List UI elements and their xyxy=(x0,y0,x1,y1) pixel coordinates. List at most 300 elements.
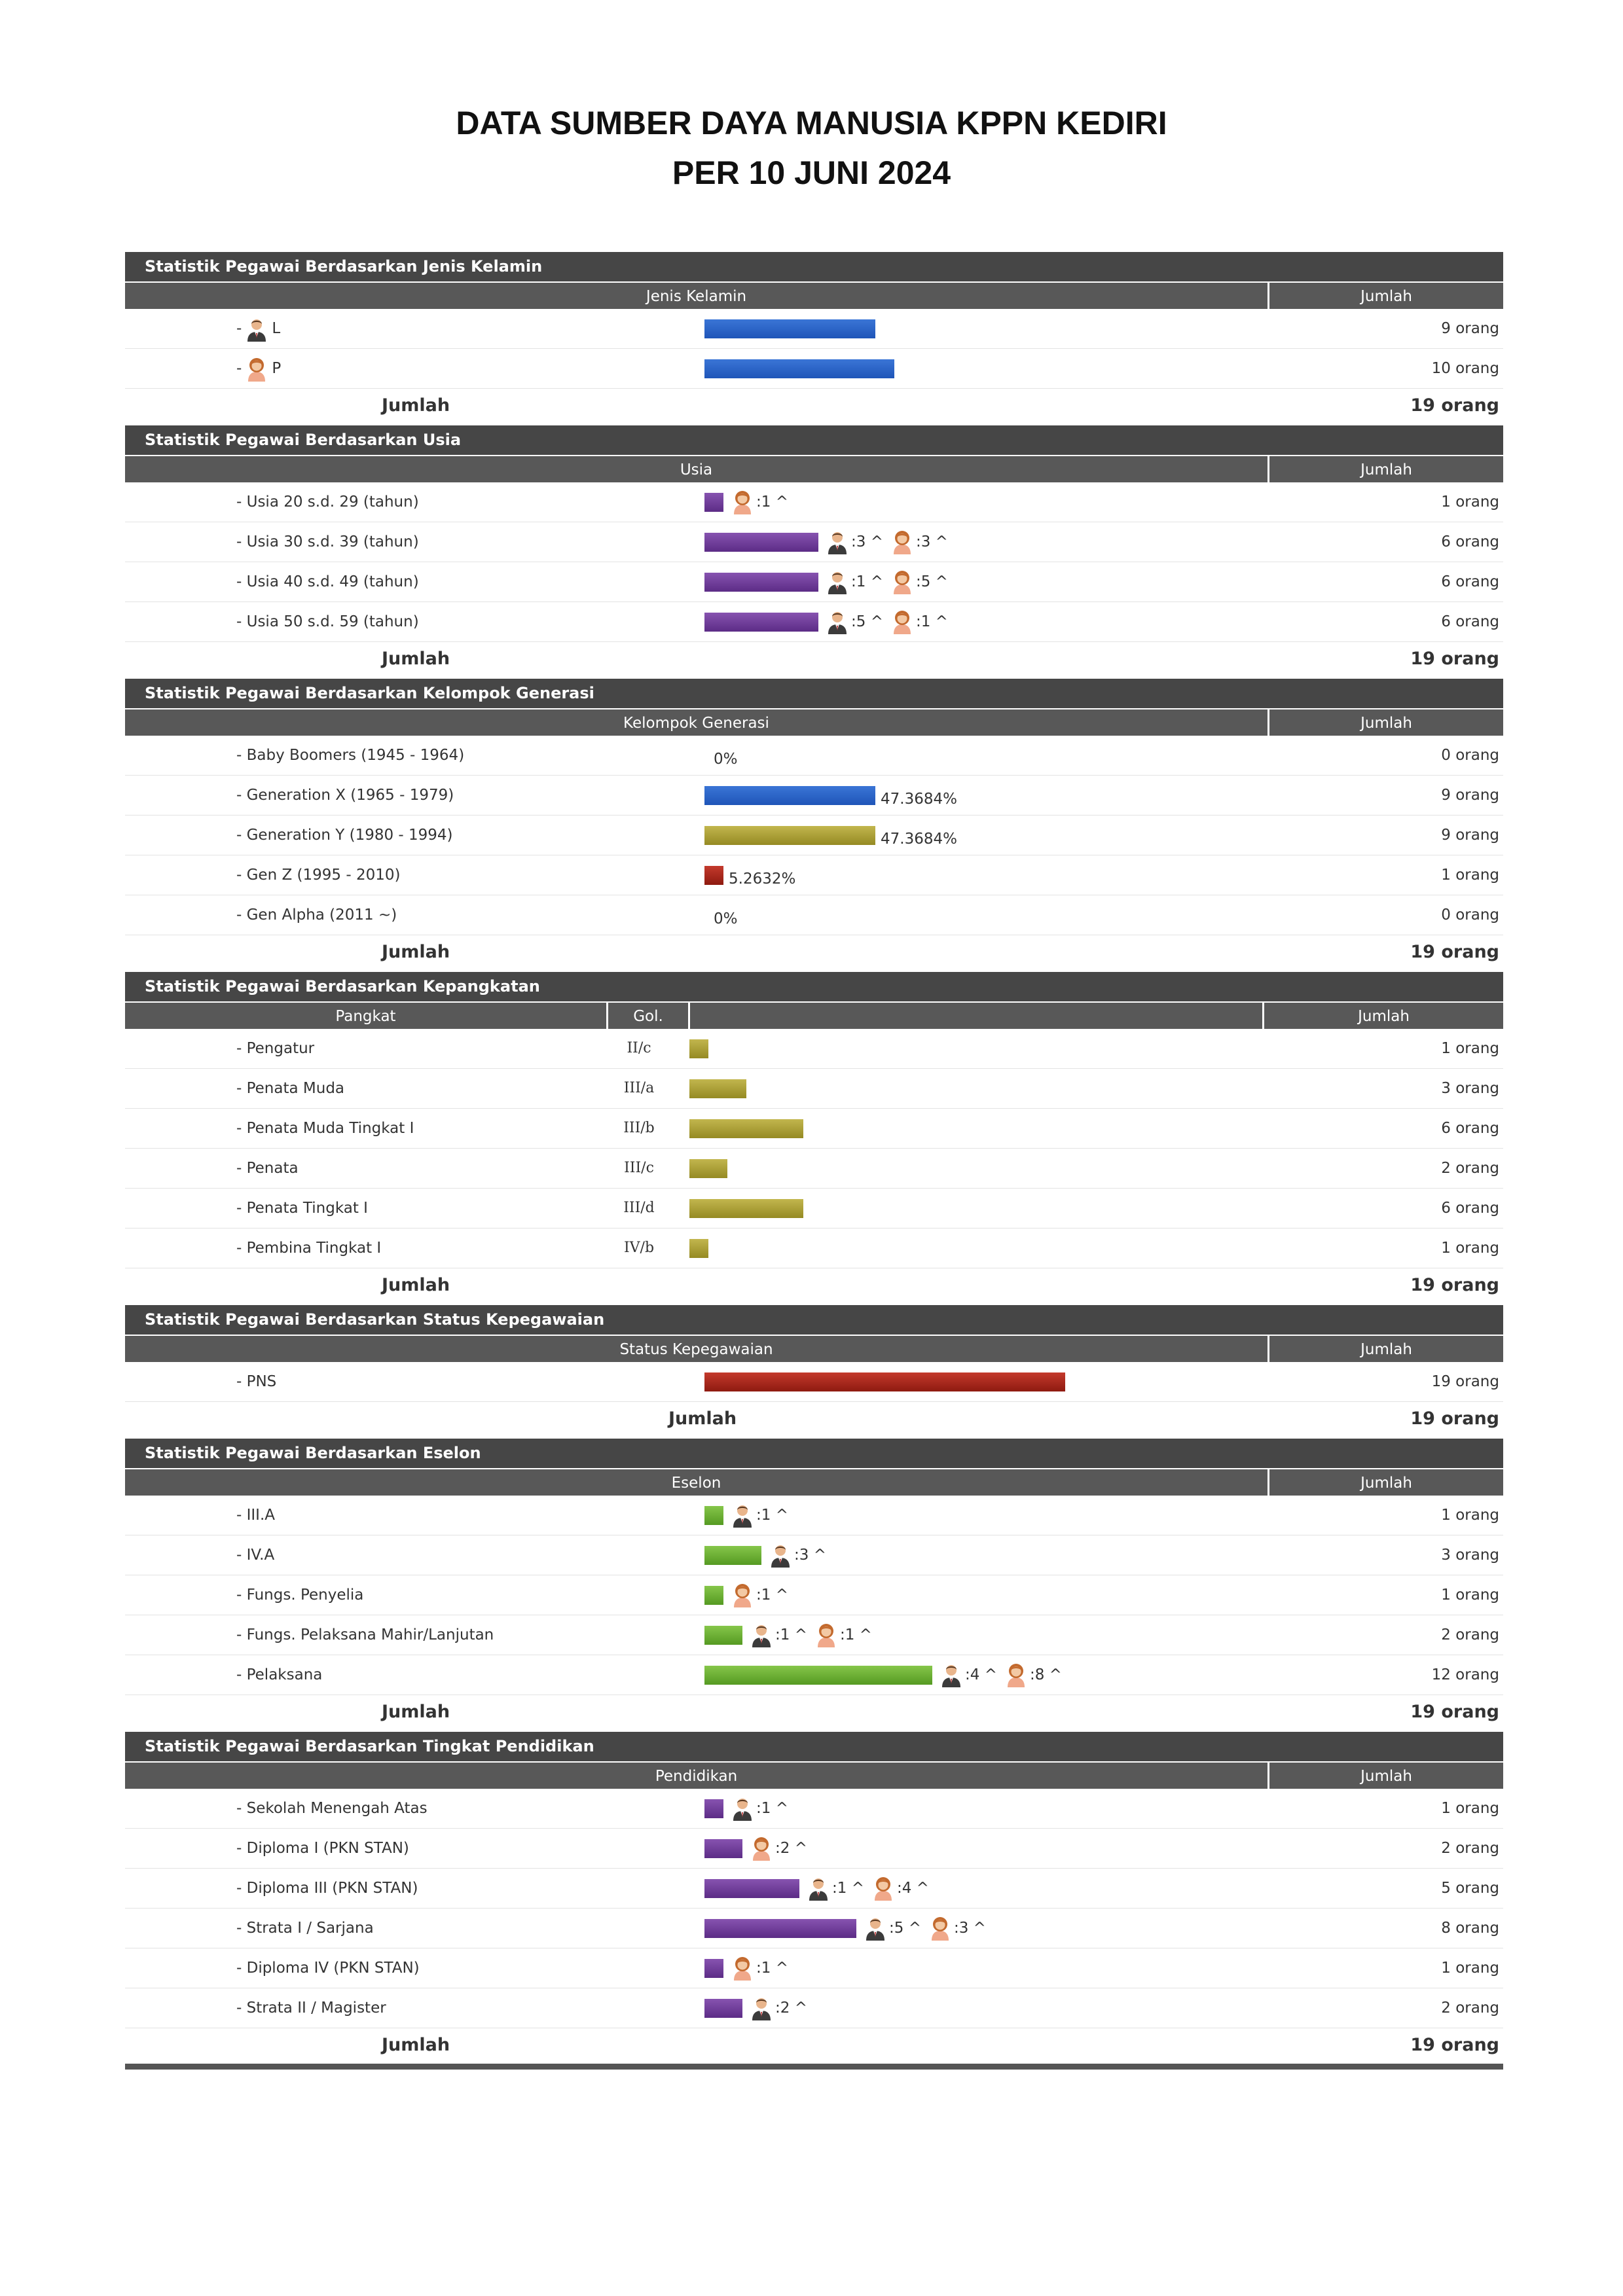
breakdown-count: :1 ^ xyxy=(839,1626,872,1643)
gender-breakdown xyxy=(826,609,883,634)
percent-label: 47.3684% xyxy=(881,791,957,808)
male-person-icon xyxy=(750,1996,773,2020)
row-count: 19 orang xyxy=(1431,1373,1499,1390)
gender-breakdown xyxy=(864,1916,921,1941)
table-row xyxy=(125,1909,1503,1948)
table-row xyxy=(125,1789,1503,1829)
table-row xyxy=(125,1575,1503,1615)
row-label-text: - Usia 50 s.d. 59 (tahun) xyxy=(236,613,419,630)
bar-cell xyxy=(689,1069,746,1108)
male-person-icon xyxy=(750,1623,773,1647)
value-bar xyxy=(689,1039,708,1058)
row-count: 6 orang xyxy=(1441,613,1499,630)
column-header-cell: Kelompok Generasi xyxy=(623,715,769,732)
row-label-text: - PNS xyxy=(236,1373,277,1390)
table-row xyxy=(125,1362,1503,1402)
breakdown-count: :1 ^ xyxy=(915,613,948,630)
row-label xyxy=(236,1909,374,1948)
bar-cell xyxy=(704,736,738,775)
value-bar xyxy=(704,1372,1065,1391)
table-row xyxy=(125,776,1503,816)
section-title: Statistik Pegawai Berdasarkan Tingkat Pendidikan xyxy=(125,1732,1503,1761)
row-label-text: - IV.A xyxy=(236,1547,275,1564)
gender-breakdown xyxy=(731,1796,788,1821)
row-label xyxy=(236,1496,275,1535)
value-bar xyxy=(689,1079,746,1098)
gender-breakdown xyxy=(929,1916,986,1941)
table-row xyxy=(125,1069,1503,1109)
bar-cell xyxy=(704,1909,986,1948)
breakdown-count: :5 ^ xyxy=(915,573,948,590)
row-label-text: - Sekolah Menengah Atas xyxy=(236,1800,428,1817)
total-label: Jumlah xyxy=(382,1275,450,1295)
bar-cell xyxy=(704,309,875,348)
row-label xyxy=(236,1189,368,1228)
row-label xyxy=(236,1535,274,1575)
gender-breakdown xyxy=(891,609,948,634)
row-label xyxy=(236,602,419,641)
row-count: 1 orang xyxy=(1441,1507,1499,1524)
row-label-text: - Penata Muda Tingkat I xyxy=(236,1120,414,1137)
total-row xyxy=(125,642,1503,676)
row-golongan: III/c xyxy=(624,1160,654,1176)
value-bar xyxy=(704,1626,742,1645)
row-label xyxy=(236,1575,363,1615)
bar-cell xyxy=(704,562,948,601)
total-row xyxy=(125,1402,1503,1436)
row-label-text: - Fungs. Pelaksana Mahir/Lanjutan xyxy=(236,1626,494,1643)
table-row xyxy=(125,1189,1503,1229)
value-bar xyxy=(704,1666,932,1685)
male-person-icon xyxy=(864,1916,886,1941)
row-label xyxy=(236,1362,276,1401)
row-label-text: - Fungs. Penyelia xyxy=(236,1587,364,1604)
column-header-cell: Jumlah xyxy=(1267,456,1503,482)
section-title: Statistik Pegawai Berdasarkan Eselon xyxy=(125,1439,1503,1468)
female-person-icon xyxy=(891,609,913,634)
row-label xyxy=(236,776,454,815)
table-row xyxy=(125,736,1503,776)
row-label xyxy=(236,816,453,855)
row-label xyxy=(236,309,280,348)
row-label xyxy=(236,1109,414,1148)
bar-cell xyxy=(704,1829,807,1868)
breakdown-count: :1 ^ xyxy=(756,1587,788,1604)
bar-cell xyxy=(704,1948,788,1988)
value-bar xyxy=(689,1199,803,1218)
breakdown-count: :1 ^ xyxy=(775,1626,807,1643)
breakdown-count: :1 ^ xyxy=(756,1507,788,1524)
row-label xyxy=(236,1789,428,1828)
male-person-icon xyxy=(731,1503,754,1528)
bar-cell xyxy=(689,1189,803,1228)
table-row xyxy=(125,1988,1503,2028)
percent-label: 5.2632% xyxy=(729,870,796,888)
table-row xyxy=(125,855,1503,895)
row-count: 2 orang xyxy=(1441,1840,1499,1857)
gender-breakdown xyxy=(891,569,948,594)
row-label-text: - Diploma III (PKN STAN) xyxy=(236,1880,418,1897)
percent-label: 0% xyxy=(714,910,738,927)
row-golongan: IV/b xyxy=(623,1240,655,1256)
row-count: 6 orang xyxy=(1441,1120,1499,1137)
row-label xyxy=(236,736,464,775)
bar-cell xyxy=(704,1869,929,1908)
column-header xyxy=(125,1335,1503,1362)
table-row xyxy=(125,1655,1503,1695)
gender-breakdown xyxy=(750,1836,807,1861)
column-header-cell: Jumlah xyxy=(1267,709,1503,736)
column-header-cell: Jumlah xyxy=(1267,1469,1503,1496)
total-value: 19 orang xyxy=(1410,1275,1499,1295)
column-header-cell: Pendidikan xyxy=(655,1768,738,1785)
gender-breakdown xyxy=(750,1623,807,1647)
row-count: 3 orang xyxy=(1441,1547,1499,1564)
total-label: Jumlah xyxy=(382,2035,450,2055)
row-label xyxy=(236,1829,409,1868)
row-label-text: - xyxy=(236,360,242,377)
bar-cell xyxy=(704,1362,1065,1401)
breakdown-count: :3 ^ xyxy=(851,533,883,550)
breakdown-count: :1 ^ xyxy=(832,1880,864,1897)
bar-cell xyxy=(704,1496,788,1535)
value-bar xyxy=(704,1959,723,1978)
table-row xyxy=(125,1535,1503,1575)
value-bar xyxy=(704,826,875,845)
stat-section-generasi xyxy=(125,679,1503,969)
column-header xyxy=(125,1001,1503,1029)
gender-breakdown xyxy=(750,1996,807,2020)
row-count: 1 orang xyxy=(1441,1800,1499,1817)
row-count: 12 orang xyxy=(1431,1666,1499,1683)
table-row xyxy=(125,1029,1503,1069)
bar-cell xyxy=(704,1615,872,1655)
gender-breakdown xyxy=(940,1662,997,1687)
value-bar xyxy=(704,613,818,632)
row-label-text: - Baby Boomers (1945 - 1964) xyxy=(236,747,465,764)
total-value: 19 orang xyxy=(1410,1702,1499,1722)
table-row xyxy=(125,482,1503,522)
gender-breakdown xyxy=(826,529,883,554)
row-label-text: - Penata Tingkat I xyxy=(236,1200,368,1217)
row-label-text: - III.A xyxy=(236,1507,276,1524)
stat-section-pendidikan xyxy=(125,1732,1503,2062)
row-label xyxy=(236,482,419,522)
row-label xyxy=(236,1149,299,1188)
bar-cell xyxy=(704,1789,788,1828)
bar-cell xyxy=(689,1149,727,1188)
row-label-text: - Generation X (1965 - 1979) xyxy=(236,787,454,804)
row-label-text: - Penata xyxy=(236,1160,299,1177)
total-value: 19 orang xyxy=(1410,395,1499,416)
bar-cell xyxy=(704,816,957,855)
bar-cell xyxy=(689,1109,803,1148)
value-bar xyxy=(704,1999,742,2018)
table-row xyxy=(125,1229,1503,1268)
statistics-container xyxy=(125,252,1503,2062)
row-label-text: - xyxy=(236,320,242,337)
male-person-icon xyxy=(826,529,848,554)
table-row xyxy=(125,349,1503,389)
column-header xyxy=(125,1468,1503,1496)
table-row xyxy=(125,602,1503,642)
breakdown-count: :3 ^ xyxy=(953,1920,986,1937)
row-label-text: - Strata I / Sarjana xyxy=(236,1920,374,1937)
total-value: 19 orang xyxy=(1410,1408,1499,1429)
male-person-icon xyxy=(731,1796,754,1821)
section-title: Statistik Pegawai Berdasarkan Usia xyxy=(125,425,1503,455)
row-count: 0 orang xyxy=(1441,906,1499,924)
row-label xyxy=(236,1988,386,2028)
section-title: Statistik Pegawai Berdasarkan Status Kepegawaian xyxy=(125,1305,1503,1335)
column-header-cell: Usia xyxy=(680,461,713,478)
gender-breakdown xyxy=(731,1583,788,1607)
row-count: 2 orang xyxy=(1441,1626,1499,1643)
row-label-text: - Penata Muda xyxy=(236,1080,345,1097)
breakdown-count: :1 ^ xyxy=(851,573,883,590)
gender-breakdown xyxy=(731,1503,788,1528)
breakdown-count: :5 ^ xyxy=(851,613,883,630)
page-title-line-2: PER 10 JUNI 2024 xyxy=(672,154,951,191)
row-label-text: - Strata II / Magister xyxy=(236,2000,386,2017)
page-title-line-1: DATA SUMBER DAYA MANUSIA KPPN KEDIRI xyxy=(456,105,1167,141)
row-label-text: - Gen Z (1995 - 2010) xyxy=(236,867,401,884)
female-person-icon xyxy=(872,1876,894,1901)
row-label xyxy=(236,1029,314,1068)
row-count: 6 orang xyxy=(1441,533,1499,550)
value-bar xyxy=(704,866,723,885)
value-bar xyxy=(704,786,875,805)
column-header-cell: Gol. xyxy=(606,1003,688,1029)
total-row xyxy=(125,935,1503,969)
female-person-icon xyxy=(815,1623,837,1647)
column-header-cell: Jumlah xyxy=(1267,283,1503,309)
female-person-icon xyxy=(891,569,913,594)
row-icon-label: P xyxy=(272,360,282,377)
total-value: 19 orang xyxy=(1410,649,1499,669)
female-person-icon xyxy=(929,1916,951,1941)
column-header-cell: Status Kepegawaian xyxy=(619,1341,773,1358)
total-label: Jumlah xyxy=(382,649,450,669)
column-header-cell: Jenis Kelamin xyxy=(646,288,747,305)
bar-cell xyxy=(689,1029,708,1068)
value-bar xyxy=(704,1839,742,1858)
row-label xyxy=(236,1615,494,1655)
table-row xyxy=(125,522,1503,562)
column-header-cell xyxy=(688,1003,1262,1029)
table-row xyxy=(125,1109,1503,1149)
row-golongan: III/a xyxy=(623,1080,655,1096)
column-header-cell: Pangkat xyxy=(335,1008,396,1025)
breakdown-count: :3 ^ xyxy=(794,1547,826,1564)
gender-breakdown xyxy=(769,1543,826,1568)
row-golongan: III/b xyxy=(623,1120,655,1136)
percent-label: 0% xyxy=(714,751,738,768)
female-person-icon xyxy=(891,529,913,554)
gender-breakdown xyxy=(731,1956,788,1981)
male-person-icon xyxy=(246,317,268,342)
row-label xyxy=(236,1069,344,1108)
breakdown-count: :1 ^ xyxy=(756,493,788,511)
male-person-icon xyxy=(807,1876,830,1901)
value-bar xyxy=(704,359,894,378)
breakdown-count: :2 ^ xyxy=(775,2000,807,2017)
bar-cell xyxy=(704,349,894,388)
row-label-text: - Diploma I (PKN STAN) xyxy=(236,1840,409,1857)
male-person-icon xyxy=(940,1662,962,1687)
row-label xyxy=(236,562,419,601)
female-person-icon xyxy=(246,357,268,382)
column-header xyxy=(125,281,1503,309)
gender-breakdown xyxy=(872,1876,929,1901)
male-person-icon xyxy=(769,1543,792,1568)
bottom-rule xyxy=(125,2064,1503,2070)
row-label-text: - Usia 40 s.d. 49 (tahun) xyxy=(236,573,419,590)
row-label xyxy=(236,1655,322,1695)
row-label xyxy=(236,1229,381,1268)
row-label xyxy=(236,1869,418,1908)
table-row xyxy=(125,1615,1503,1655)
total-label: Jumlah xyxy=(382,942,450,962)
table-row xyxy=(125,816,1503,855)
breakdown-count: :4 ^ xyxy=(896,1880,929,1897)
female-person-icon xyxy=(731,1583,754,1607)
table-row xyxy=(125,1149,1503,1189)
total-label: Jumlah xyxy=(382,1702,450,1722)
column-header-cell: Jumlah xyxy=(1267,1763,1503,1789)
breakdown-count: :3 ^ xyxy=(915,533,948,550)
row-count: 1 orang xyxy=(1441,493,1499,511)
row-golongan: II/c xyxy=(627,1040,651,1056)
female-person-icon xyxy=(731,1956,754,1981)
value-bar xyxy=(689,1159,727,1178)
row-icon-label: L xyxy=(272,320,281,337)
row-label xyxy=(236,522,419,562)
row-count: 10 orang xyxy=(1431,360,1499,377)
column-header xyxy=(125,455,1503,482)
row-count: 3 orang xyxy=(1441,1080,1499,1097)
stat-section-status xyxy=(125,1305,1503,1436)
row-count: 2 orang xyxy=(1441,1160,1499,1177)
value-bar xyxy=(704,319,875,338)
stat-section-kepangkatan xyxy=(125,972,1503,1302)
row-label-text: - Diploma IV (PKN STAN) xyxy=(236,1960,420,1977)
total-row xyxy=(125,2028,1503,2062)
bar-cell xyxy=(689,1229,708,1268)
bar-cell xyxy=(704,1575,788,1615)
breakdown-count: :8 ^ xyxy=(1029,1666,1062,1683)
table-row xyxy=(125,1948,1503,1988)
row-label-text: - Usia 20 s.d. 29 (tahun) xyxy=(236,493,419,511)
row-count: 1 orang xyxy=(1441,1587,1499,1604)
page-title xyxy=(0,98,1623,198)
value-bar xyxy=(704,1919,856,1938)
bar-cell xyxy=(704,482,788,522)
table-row xyxy=(125,1496,1503,1535)
bar-cell xyxy=(704,602,948,641)
column-header-cell: Jumlah xyxy=(1262,1003,1503,1029)
row-label-text: - Gen Alpha (2011 ~) xyxy=(236,906,397,924)
value-bar xyxy=(704,1586,723,1605)
bar-cell xyxy=(704,776,957,815)
row-count: 0 orang xyxy=(1441,747,1499,764)
total-value: 19 orang xyxy=(1410,2035,1499,2055)
row-count: 6 orang xyxy=(1441,1200,1499,1217)
bar-cell xyxy=(704,1535,826,1575)
breakdown-count: :1 ^ xyxy=(756,1800,788,1817)
value-bar xyxy=(704,533,818,552)
column-header-cell: Eselon xyxy=(671,1475,721,1492)
row-golongan: III/d xyxy=(623,1200,655,1216)
total-label: Jumlah xyxy=(382,395,450,416)
value-bar xyxy=(704,1506,723,1525)
row-label-text: - Generation Y (1980 - 1994) xyxy=(236,827,453,844)
row-label xyxy=(236,895,397,935)
male-person-icon xyxy=(826,569,848,594)
row-count: 6 orang xyxy=(1441,573,1499,590)
stat-section-jenis-kelamin xyxy=(125,252,1503,423)
gender-breakdown xyxy=(826,569,883,594)
total-row xyxy=(125,1268,1503,1302)
row-count: 1 orang xyxy=(1441,1240,1499,1257)
section-title: Statistik Pegawai Berdasarkan Kepangkatan xyxy=(125,972,1503,1001)
row-label-text: - Pembina Tingkat I xyxy=(236,1240,382,1257)
gender-breakdown xyxy=(807,1876,864,1901)
total-label: Jumlah xyxy=(668,1408,737,1429)
table-row xyxy=(125,1829,1503,1869)
female-person-icon xyxy=(731,490,754,514)
row-label-text: - Pelaksana xyxy=(236,1666,323,1683)
female-person-icon xyxy=(750,1836,773,1861)
table-row xyxy=(125,309,1503,349)
total-row xyxy=(125,1695,1503,1729)
breakdown-count: :1 ^ xyxy=(756,1960,788,1977)
column-header xyxy=(125,708,1503,736)
bar-cell xyxy=(704,855,795,895)
row-count: 9 orang xyxy=(1441,787,1499,804)
value-bar xyxy=(704,573,818,592)
row-count: 5 orang xyxy=(1441,1880,1499,1897)
section-title: Statistik Pegawai Berdasarkan Jenis Kelamin xyxy=(125,252,1503,281)
row-label xyxy=(236,855,400,895)
gender-breakdown xyxy=(731,490,788,514)
row-count: 2 orang xyxy=(1441,2000,1499,2017)
row-count: 1 orang xyxy=(1441,1960,1499,1977)
value-bar xyxy=(689,1239,708,1258)
breakdown-count: :5 ^ xyxy=(889,1920,921,1937)
row-count: 8 orang xyxy=(1441,1920,1499,1937)
value-bar xyxy=(704,1879,799,1898)
row-count: 1 orang xyxy=(1441,867,1499,884)
bar-cell xyxy=(704,1655,1062,1695)
stat-section-eselon xyxy=(125,1439,1503,1729)
column-header xyxy=(125,1761,1503,1789)
row-label xyxy=(236,349,281,388)
table-row xyxy=(125,1869,1503,1909)
breakdown-count: :4 ^ xyxy=(965,1666,997,1683)
total-value: 19 orang xyxy=(1410,942,1499,962)
table-row xyxy=(125,895,1503,935)
row-label-text: - Pengatur xyxy=(236,1040,315,1057)
bar-cell xyxy=(704,522,948,562)
stat-section-usia xyxy=(125,425,1503,676)
male-person-icon xyxy=(826,609,848,634)
value-bar xyxy=(704,1546,761,1565)
row-count: 1 orang xyxy=(1441,1040,1499,1057)
section-title: Statistik Pegawai Berdasarkan Kelompok Generasi xyxy=(125,679,1503,708)
gender-breakdown xyxy=(1005,1662,1062,1687)
percent-label: 47.3684% xyxy=(881,831,957,848)
